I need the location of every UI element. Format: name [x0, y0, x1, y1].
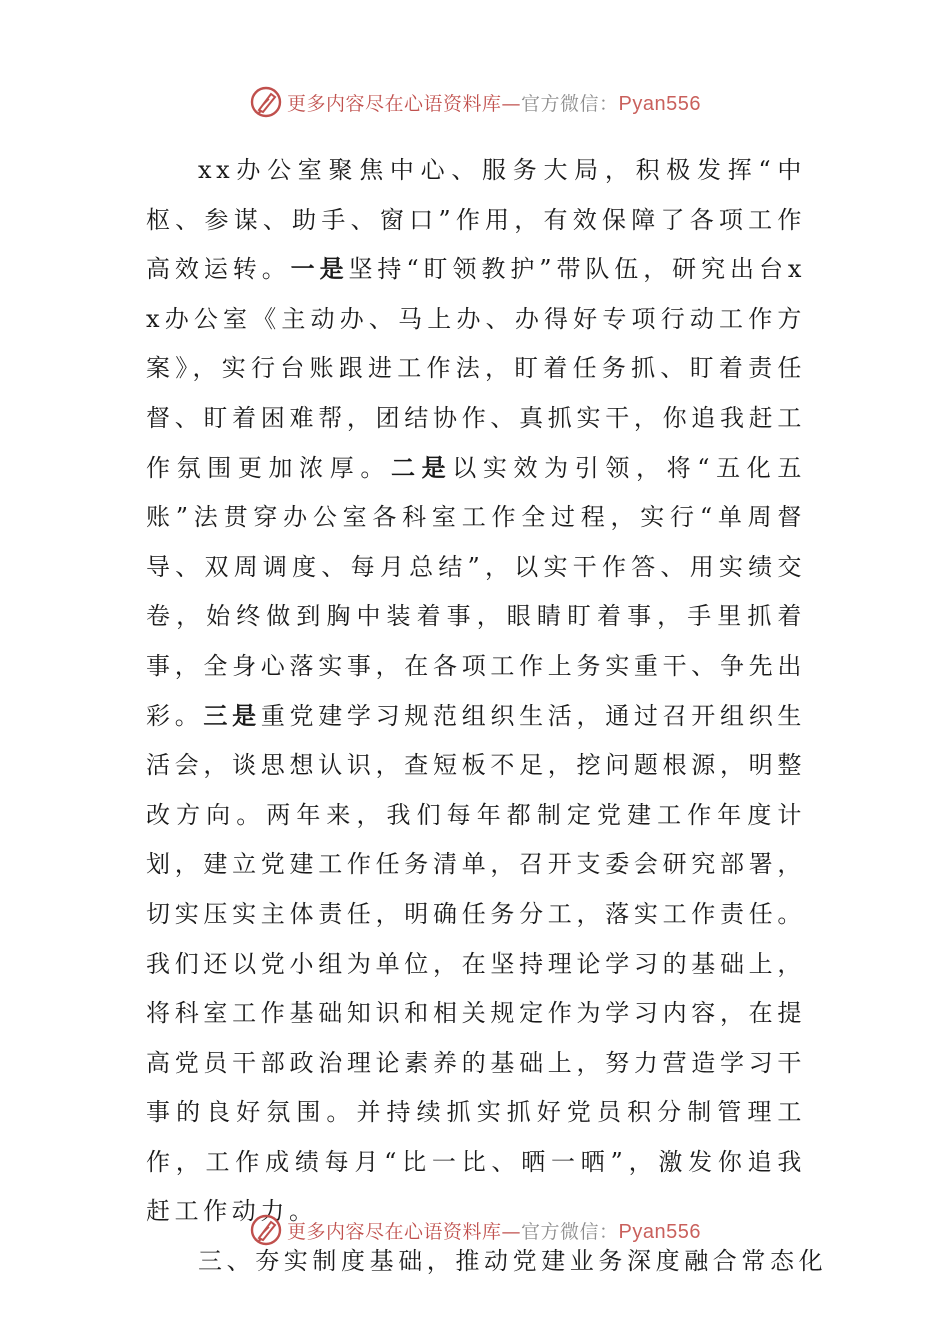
banner-text [287, 1217, 701, 1244]
banner-text [287, 89, 701, 116]
banner-main-text: 更多内容尽在心语资料库 [287, 92, 502, 115]
item-text-3: 重党建学习规范组织生活，通过召开组织生活会，谈思想认识，查短板不足，挖问题根源，明整改方向。两年来，我们每年都制定党建工作年度计划，建立党建工作任务清单，召开支委会研究部署，切实压实主体责任，明确任务分工，落实工作责任。我们还以党小组为单位，在坚持理论学习的基础上，将科室工作基础知识和相关规定作为学习内容，在提高党员干部政治理论素养的基础上，努力营造学习干事的良好氛围。并持续抓实抓好党员积分制管理工作，工作成绩每月“比一比、晒一晒”，激发你追我赶工作动力。 [146, 701, 807, 1226]
item-label-3: 三是 [203, 701, 261, 730]
banner-main-text: 更多内容尽在心语资料库 [287, 1220, 502, 1243]
pen-nib-circle-icon [249, 1213, 283, 1247]
intro-text: xx办公室聚焦中心、服务大局，积极发挥“中枢、参谋、助手、窗口”作用，有效保障了各项工作高效运转。 [146, 156, 806, 284]
body-paragraph [146, 146, 806, 1237]
banner-wechat-id: Pyan556 [618, 92, 701, 115]
item-text-2: 以实效为引领，将“五化五账”法贯穿办公室各科室工作全过程，实行“单周督导、双周调度、每月总结”，以实干作答、用实绩交卷，始终做到胸中装着事，眼睛盯着事，手里抓着事，全身心落实事，在各项工作上务实重干、争先出彩。 [146, 453, 806, 730]
banner-wechat-label: 官方微信： [521, 1220, 619, 1243]
pen-nib-circle-icon [249, 85, 283, 119]
item-label-2: 二是 [391, 453, 453, 482]
item-text-1: 坚持“盯领教护”带队伍，研究出台xx办公室《主动办、马上办、办得好专项行动工作方案》，实行台账跟进工作法，盯着任务抓、盯着责任督、盯着困难帮，团结协作、真抓实干，你追我赶工作氛围更加浓厚。 [146, 255, 807, 482]
banner-wechat-label: 官方微信： [521, 92, 619, 115]
item-label-1: 一是 [290, 255, 349, 284]
banner-wechat-id: Pyan556 [618, 1220, 701, 1243]
footer-watermark-banner [0, 1208, 950, 1252]
document-body [146, 146, 828, 1287]
section-heading: 三、夯实制度基础，推动党建业务深度融合常态化 [198, 1247, 828, 1276]
banner-dash: — [501, 92, 522, 115]
header-watermark-banner [0, 80, 950, 124]
banner-dash: — [501, 1220, 522, 1243]
